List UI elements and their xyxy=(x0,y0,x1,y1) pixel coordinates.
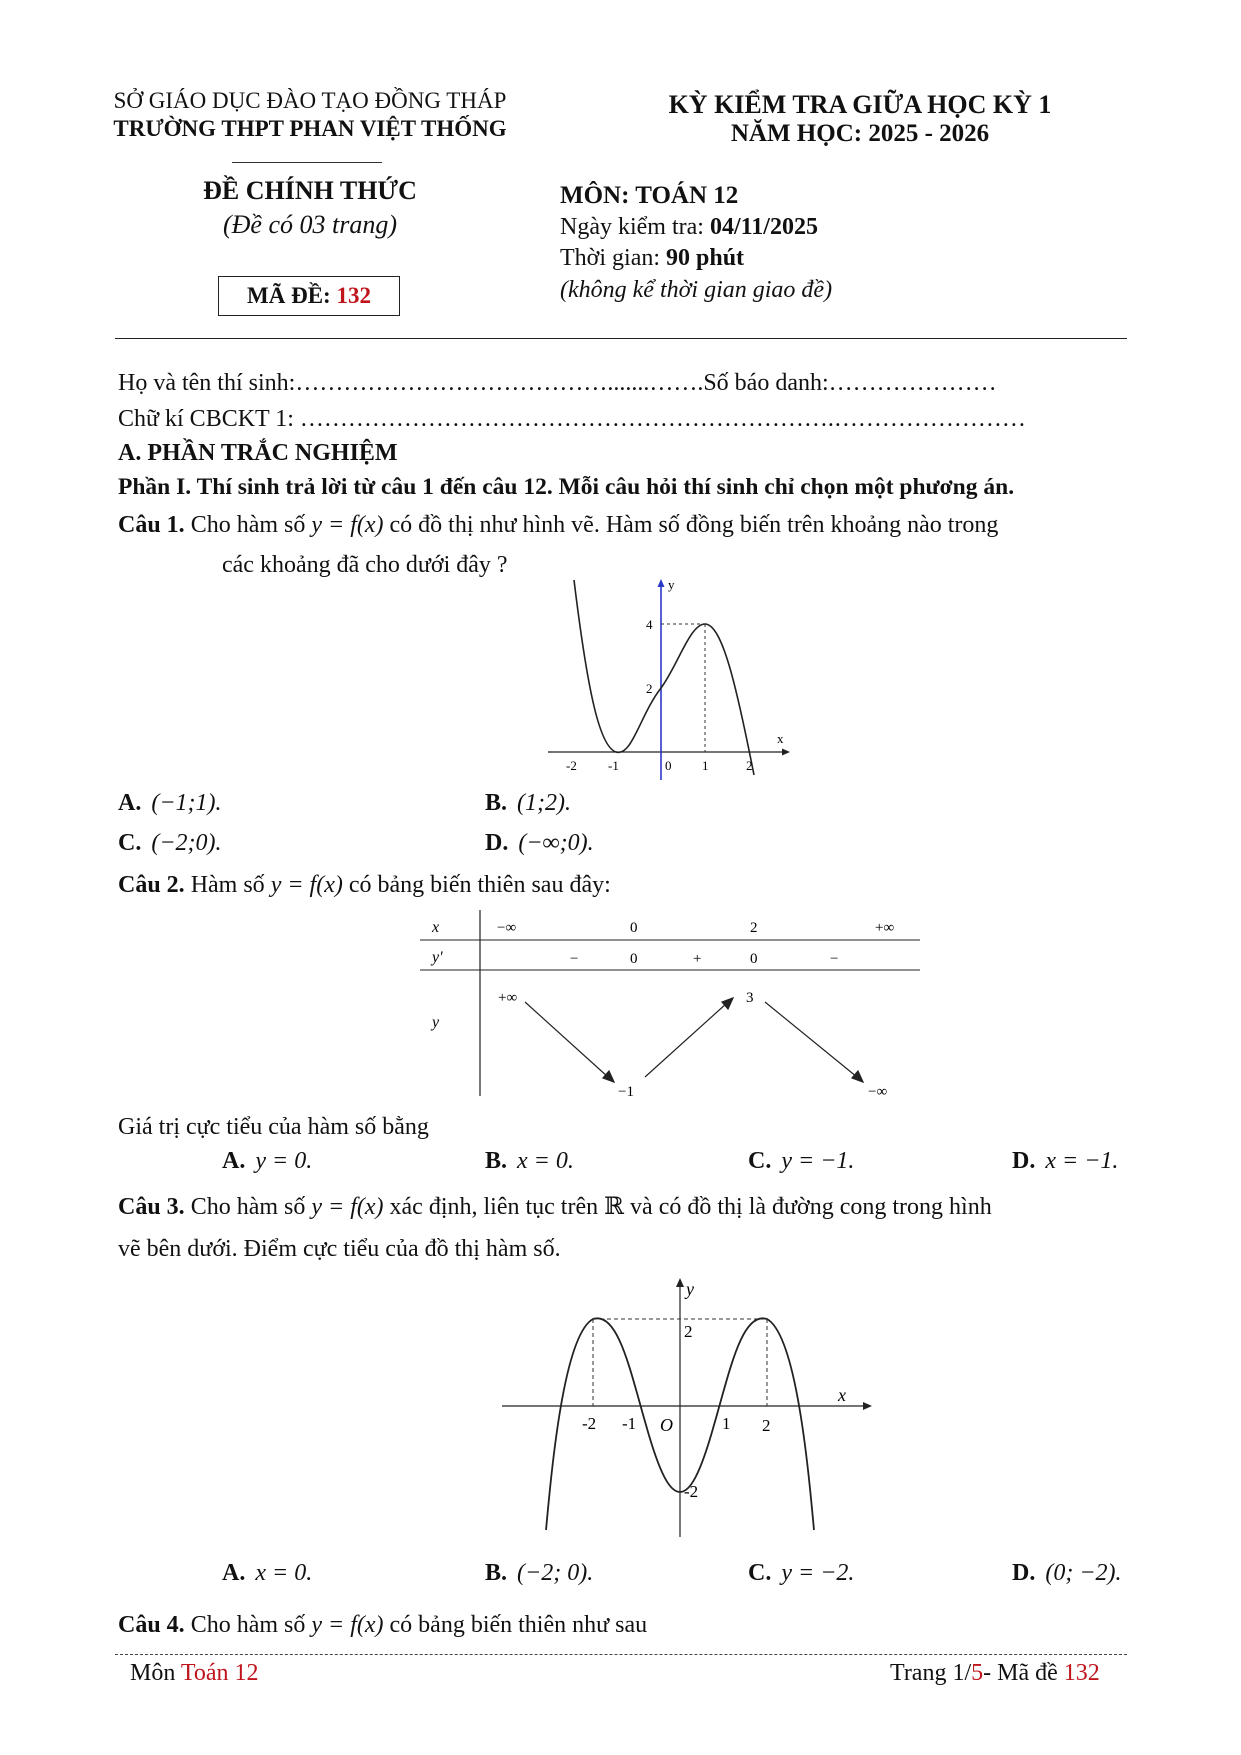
student-name-line: Họ và tên thí sinh:………………………………….......…….Số báo danh:………………… xyxy=(118,370,997,396)
q1-option-c[interactable]: C. (−2;0). xyxy=(118,830,222,856)
official-label: ĐỀ CHÍNH THỨC xyxy=(203,176,417,205)
q3-function: y = f(x) xyxy=(311,1194,384,1220)
q2-yp-3: + xyxy=(693,951,702,967)
q3-option-c[interactable]: C. y = −2. xyxy=(748,1560,855,1586)
header-divider-short xyxy=(232,162,382,163)
q2-yp-2: 0 xyxy=(630,951,638,967)
exam-title: KỲ KIỂM TRA GIỮA HỌC KỲ 1 xyxy=(668,90,1052,119)
q2-y-max: 3 xyxy=(746,990,754,1006)
q1-tick-x-m1: -1 xyxy=(608,758,619,773)
footer-rule xyxy=(115,1654,1127,1655)
q1-curve xyxy=(574,580,754,775)
q3-option-b[interactable]: B. (−2; 0). xyxy=(485,1560,594,1586)
q1-x-arrow xyxy=(782,749,790,756)
q1-y-arrow xyxy=(658,579,665,587)
q2-option-a[interactable]: A. y = 0. xyxy=(222,1148,313,1174)
q2-row-x: x xyxy=(432,919,440,936)
q2-x-0: 0 xyxy=(630,920,638,936)
q3-graph xyxy=(500,1275,875,1540)
q2-stem: Câu 2. Hàm số y = f(x) có bảng biến thiên sau đây: xyxy=(118,872,611,898)
q2-prompt: Giá trị cực tiểu của hàm số bằng xyxy=(118,1114,429,1140)
signature-line: Chữ kí CBCKT 1: ………………………………………………………….…………………… xyxy=(118,406,1026,432)
footer-subject: Môn Toán 12 xyxy=(130,1660,259,1686)
q2-arrowhead-2 xyxy=(722,998,733,1009)
duration-note: (không kể thời gian giao đề) xyxy=(560,277,833,303)
q2-yp-4: 0 xyxy=(750,951,758,967)
q2-y-neg-inf: −∞ xyxy=(868,1084,888,1100)
q1-option-a[interactable]: A. (−1;1). xyxy=(118,790,222,816)
q2-x-neg-inf: −∞ xyxy=(497,920,517,936)
school-name: TRƯỜNG THPT PHAN VIỆT THỐNG xyxy=(113,116,507,141)
q3-x-arrow xyxy=(863,1402,872,1410)
q2-row-y: y xyxy=(432,1014,440,1031)
q2-arrow-down-2 xyxy=(765,1002,857,1077)
school-year: NĂM HỌC: 2025 - 2026 xyxy=(730,120,990,147)
header-rule xyxy=(115,338,1127,339)
q4-function: y = f(x) xyxy=(311,1612,384,1638)
q3-tick-x-1: 1 xyxy=(722,1414,731,1433)
q1-tick-x-0: 0 xyxy=(665,758,672,773)
q1-tick-x-m2: -2 xyxy=(566,758,577,773)
q3-option-a[interactable]: A. x = 0. xyxy=(222,1560,313,1586)
q2-arrowhead-3 xyxy=(852,1071,863,1082)
q2-y-min: −1 xyxy=(618,1084,634,1100)
q1-function: y = f(x) xyxy=(311,512,384,538)
exam-code: 132 xyxy=(336,283,371,308)
q3-stem-cont: vẽ bên dưới. Điểm cực tiểu của đồ thị hàm số. xyxy=(118,1236,561,1262)
q1-graph xyxy=(540,575,800,785)
q3-tick-x-2: 2 xyxy=(762,1416,771,1435)
q3-y-arrow xyxy=(676,1278,684,1287)
q3-tick-x-m1: -1 xyxy=(622,1414,637,1433)
q3-tick-y-m2: -2 xyxy=(684,1482,699,1501)
q2-yp-1: − xyxy=(570,951,579,967)
q2-arrowhead-1 xyxy=(603,1071,614,1082)
q2-option-b[interactable]: B. x = 0. xyxy=(485,1148,574,1174)
department-name: SỞ GIÁO DỤC ĐÀO TẠO ĐỒNG THÁP xyxy=(113,88,507,113)
part1-instructions: Phần I. Thí sinh trả lời từ câu 1 đến câu 12. Mỗi câu hỏi thí sinh chỉ chọn một phương án. xyxy=(118,474,1015,500)
q1-tick-x-2: 2 xyxy=(746,758,753,773)
q1-option-b[interactable]: B. (1;2). xyxy=(485,790,571,816)
q3-option-d[interactable]: D. (0; −2). xyxy=(1012,1560,1122,1586)
q1-stem: Câu 1. Cho hàm số y = f(x) có đồ thị như hình vẽ. Hàm số đồng biến trên khoảng nào trong xyxy=(118,512,999,538)
exam-date: Ngày kiểm tra: 04/11/2025 xyxy=(560,214,818,240)
q1-x-label: x xyxy=(777,731,784,746)
q4-stem: Câu 4. Cho hàm số y = f(x) có bảng biến thiên như sau xyxy=(118,1612,648,1638)
q3-y-label: y xyxy=(686,1279,694,1299)
footer-page: Trang 1/5- Mã đề 132 xyxy=(890,1660,1100,1686)
q2-y-pos-inf: +∞ xyxy=(498,990,518,1006)
exam-duration: Thời gian: 90 phút xyxy=(560,245,745,271)
q1-tick-y-4: 4 xyxy=(646,617,653,632)
q3-stem: Câu 3. Cho hàm số y = f(x) xác định, liên tục trên ℝ và có đồ thị là đường cong trong hình xyxy=(118,1194,992,1220)
page-count: (Đề có 03 trang) xyxy=(222,210,397,239)
q2-row-yp: y′ xyxy=(432,949,443,966)
q3-tick-x-m2: -2 xyxy=(582,1414,597,1433)
q1-stem-cont: các khoảng đã cho dưới đây ? xyxy=(222,552,508,578)
q2-x-2: 2 xyxy=(750,920,758,936)
q1-y-label: y xyxy=(668,577,675,592)
q3-origin: O xyxy=(660,1415,673,1435)
exam-code-label: MÃ ĐỀ: xyxy=(247,283,331,308)
q1-option-d[interactable]: D. (−∞;0). xyxy=(485,830,594,856)
q2-variation-table xyxy=(420,910,920,1100)
exam-code-box xyxy=(218,276,400,316)
q2-arrow-up xyxy=(645,1003,727,1077)
q1-tick-x-1: 1 xyxy=(702,758,709,773)
subject: MÔN: TOÁN 12 xyxy=(560,182,739,209)
q2-x-pos-inf: +∞ xyxy=(875,920,895,936)
q2-option-d[interactable]: D. x = −1. xyxy=(1012,1148,1119,1174)
q2-option-c[interactable]: C. y = −1. xyxy=(748,1148,855,1174)
q3-tick-y-2: 2 xyxy=(684,1322,693,1341)
q3-x-label: x xyxy=(838,1385,846,1405)
q2-yp-5: − xyxy=(830,951,839,967)
q2-arrow-down-1 xyxy=(525,1002,608,1077)
q2-function: y = f(x) xyxy=(270,872,343,898)
q1-tick-y-2: 2 xyxy=(646,681,653,696)
section-a-heading: A. PHẦN TRẮC NGHIỆM xyxy=(118,440,398,466)
